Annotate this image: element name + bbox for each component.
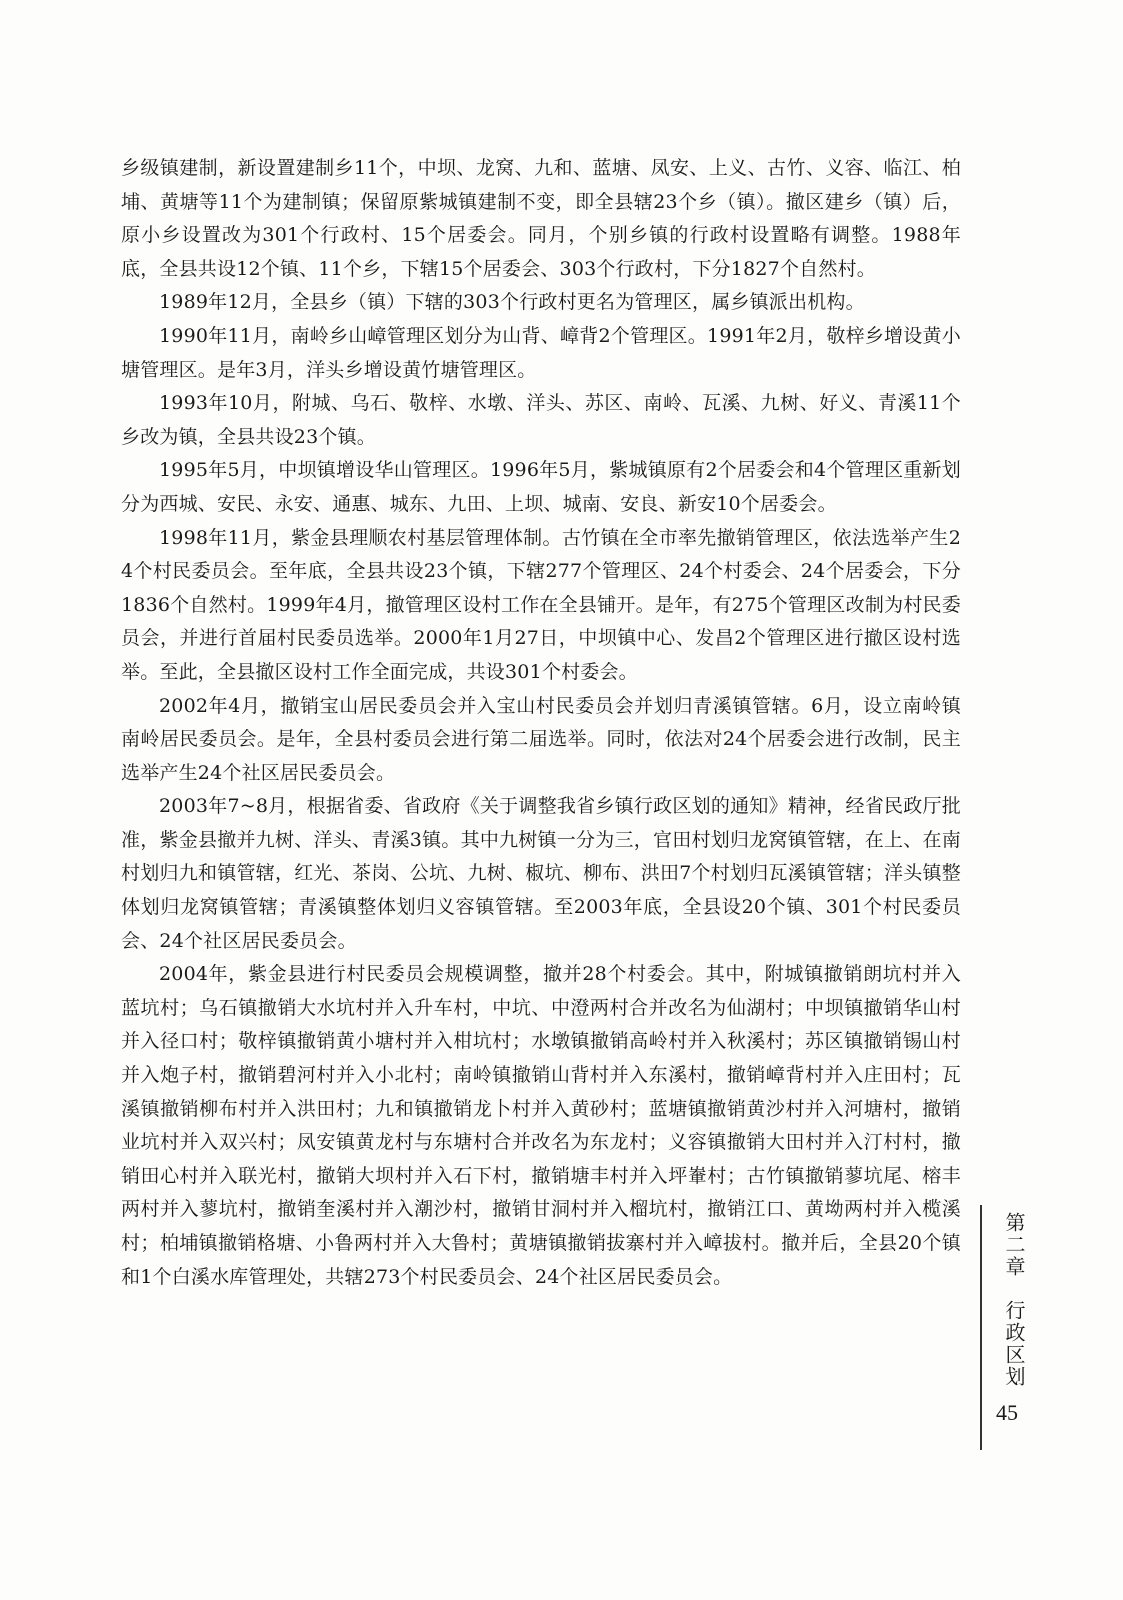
paragraph-8: 2003年7~8月，根据省委、省政府《关于调整我省乡镇行政区划的通知》精神，经省民政厅批准，紫金县撤并九树、洋头、青溪3镇。其中九树镇一分为三，官田村划归龙窝镇管辖，在上、在南村划归九和镇管辖，红光、茶岗、公坑、九树、椒坑、柳布、洪田7个村划归瓦溪镇管辖；洋头镇整体划归龙窝镇管辖；青溪镇整体划归义容镇管辖。至2003年底，全县设20个镇、301个村民委员会、24个社区居民委员会。 [121, 795, 961, 952]
paragraph-1: 乡级镇建制，新设置建制乡11个，中坝、龙窝、九和、蓝塘、凤安、上义、古竹、义容、临江、柏埔、黄塘等11个为建制镇；保留原紫城镇建制不变，即全县辖23个乡（镇）。撤区建乡（镇）后，原小乡设置改为301个行政村、15个居委会。同月，个别乡镇的行政村设置略有调整。1988年底，全县共设12个镇、11个乡，下辖15个居委会、303个行政村，下分1827个自然村。 [121, 157, 961, 280]
paragraph-2: 1989年12月，全县乡（镇）下辖的303个行政村更名为管理区，属乡镇派出机构。 [159, 291, 865, 314]
body-text [121, 152, 961, 1294]
paragraph-3: 1990年11月，南岭乡山嶂管理区划分为山背、嶂背2个管理区。1991年2月，敬梓乡增设黄小塘管理区。是年3月，洋头乡增设黄竹塘管理区。 [121, 324, 961, 381]
paragraph-7: 2002年4月，撤销宝山居民委员会并入宝山村民委员会并划归青溪镇管辖。6月，设立南岭镇南岭居民委员会。是年，全县村委员会进行第二届选举。同时，依法对24个居委会进行改制，民主选举产生24个社区居民委员会。 [121, 694, 961, 784]
margin-divider [980, 1205, 982, 1450]
chapter-label: 第二章 行政区划 [1002, 1212, 1026, 1388]
paragraph-9: 2004年，紫金县进行村民委员会规模调整，撤并28个村委会。其中，附城镇撤销朗坑村并入蓝坑村；乌石镇撤销大水坑村并入升车村，中坑、中澄两村合并改名为仙湖村；中坝镇撤销华山村并入径口村；敬梓镇撤销黄小塘村并入柑坑村；水墩镇撤销高岭村并入秋溪村；苏区镇撤销锡山村并入炮子村，撤销碧河村并入小北村；南岭镇撤销山背村并入东溪村，撤销嶂背村并入庄田村；瓦溪镇撤销柳布村并入洪田村；九和镇撤销龙卜村并入黄砂村；蓝塘镇撤销黄沙村并入河塘村，撤销业坑村并入双兴村；凤安镇黄龙村与东塘村合并改名为东龙村；义容镇撤销大田村并入汀村村，撤销田心村并入联光村，撤销大坝村并入石下村，撤销塘丰村并入坪輋村；古竹镇撤销蓼坑尾、榕丰两村并入蓼坑村，撤销奎溪村并入潮沙村，撤销甘洞村并入榴坑村，撤销江口、黄坳两村并入榄溪村；柏埔镇撤销格塘、小鲁两村并入大鲁村；黄塘镇撤销拔寨村并入嶂拔村。撤并后，全县20个镇和1个白溪水库管理处，共辖273个村民委员会、24个社区居民委员会。 [121, 963, 961, 1288]
paragraph-6: 1998年11月，紫金县理顺农村基层管理体制。古竹镇在全市率先撤销管理区，依法选举产生24个村民委员会。至年底，全县共设23个镇，下辖277个管理区、24个村委会、24个居委会，下分1836个自然村。1999年4月，撤管理区设村工作在全县铺开。是年，有275个管理区改制为村民委员会，并进行首届村民委员选举。2000年1月27日，中坝镇中心、发昌2个管理区进行撤区设村选举。至此，全县撤区设村工作全面完成，共设301个村委会。 [121, 526, 961, 683]
page-number: 45 [996, 1400, 1018, 1425]
paragraph-4: 1993年10月，附城、乌石、敬梓、水墩、洋头、苏区、南岭、瓦溪、九树、好义、青溪11个乡改为镇，全县共设23个镇。 [121, 392, 961, 448]
paragraph-5: 1995年5月，中坝镇增设华山管理区。1996年5月，紫城镇原有2个居委会和4个管理区重新划分为西城、安民、永安、通惠、城东、九田、上坝、城南、安良、新安10个居委会。 [121, 459, 961, 515]
